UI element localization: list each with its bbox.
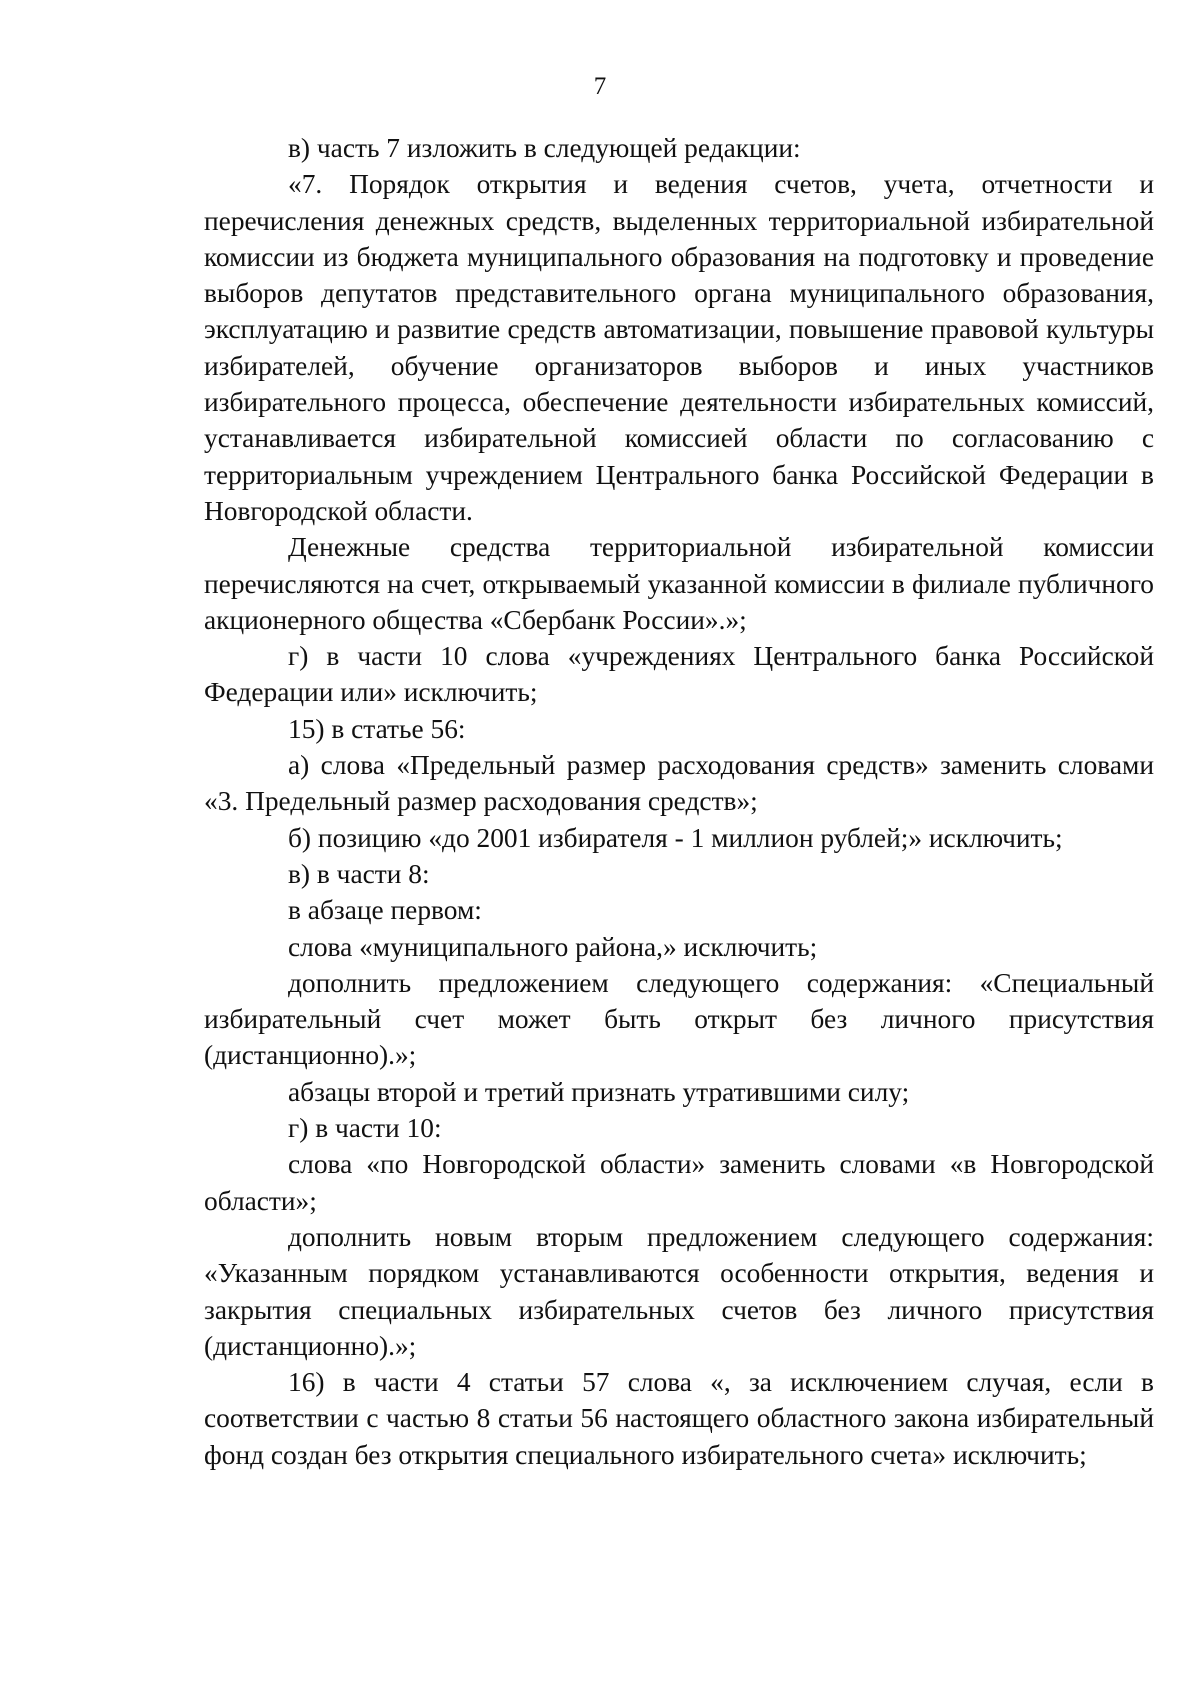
paragraph-position-exclude: б) позицию «до 2001 избирателя - 1 миллион рублей;» исключить;	[288, 822, 1063, 853]
paragraph-abzac-void: абзацы второй и третий признать утратившими силу;	[288, 1076, 910, 1107]
paragraph-account-procedure: «7. Порядок открытия и ведения счетов, учета, отчетности и перечисления денежных средств, выделенных территориальной избирательной комиссии из бюджета муниципального образования на подготовку и проведение выборов депутатов представительного органа муниципального образования, эксплуатацию и развитие средств автоматизации, повышение правовой культуры избирателей, обучение организаторов выборов и иных участников избирательного процесса, обеспечение деятельности избирательных комиссий, устанавливается избирательной комиссией области по согласованию с территориальным учреждением Центрального банка Российской Федерации в Новгородской области.	[204, 169, 1154, 526]
paragraph-district-exclude: слова «муниципального района,» исключить;	[288, 931, 818, 962]
paragraph-funds-transfer: Денежные средства территориальной избирательной комиссии перечисляются на счет, открываемый указанной комиссии в филиале публичного акционерного общества «Сбербанк России».»;	[204, 532, 1154, 635]
paragraph-article-56: 15) в статье 56:	[288, 713, 466, 744]
paragraph-part-10: г) в части 10:	[288, 1113, 442, 1144]
document-body	[204, 130, 1154, 1473]
paragraph-region-replace: слова «по Новгородской области» заменить словами «в Новгородской области»;	[204, 1149, 1154, 1216]
paragraph-amend-part-7: в) часть 7 изложить в следующей редакции:	[288, 133, 801, 163]
paragraph-part-8: в) в части 8:	[288, 858, 430, 889]
paragraph-part-10-exclude: г) в части 10 слова «учреждениях Центрального банка Российской Федерации или» исключить;	[204, 641, 1154, 708]
paragraph-spending-limit: а) слова «Предельный размер расходования средств» заменить словами «3. Предельный размер расходования средств»;	[204, 750, 1154, 817]
paragraph-first-abzac: в абзаце первом:	[288, 895, 482, 926]
page-number: 7	[593, 73, 607, 100]
paragraph-article-57: 16) в части 4 статьи 57 слова «, за исключением случая, если в соответствии с частью 8 статьи 56 настоящего областного закона избирательный фонд создан без открытия специального избирательного счета» исключить;	[204, 1367, 1154, 1470]
paragraph-special-account: дополнить предложением следующего содержания: «Специальный избирательный счет может быть открыт без личного присутствия (дистанционно).»;	[204, 967, 1154, 1071]
paragraph-remote-accounts: дополнить новым вторым предложением следующего содержания: «Указанным порядком устанавливаются особенности открытия, ведения и закрытия специальных избирательных счетов без личного присутствия (дистанционно).»;	[204, 1221, 1154, 1361]
